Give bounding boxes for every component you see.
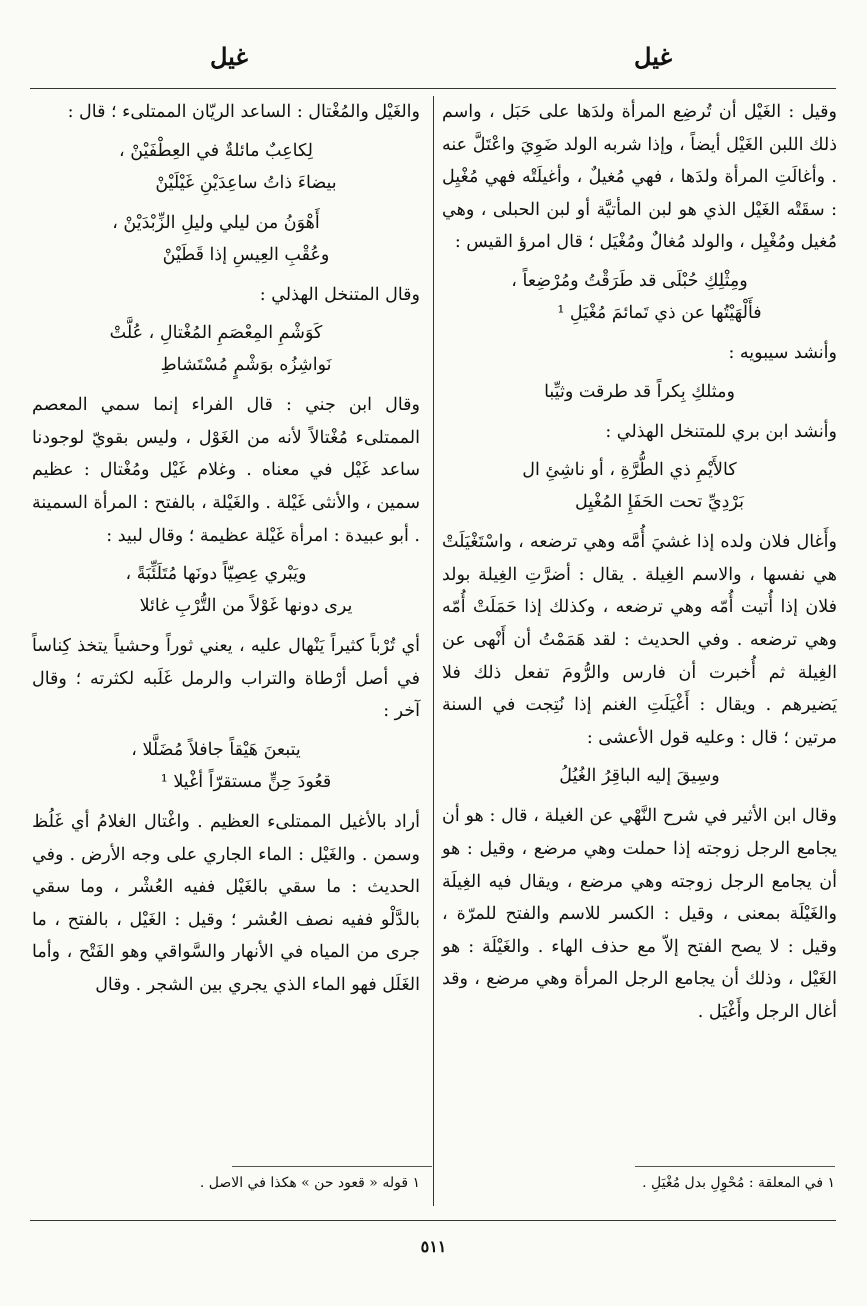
hemistich: كالأَيْمِ ذي الطُّرَّةِ ، أو ناشِئِ ال [522, 460, 737, 481]
footnote-rule-right [635, 1166, 835, 1167]
hemistich: ويَبْري عِصِيّاً دونَها مُتَلَئِّبَةً ، [125, 564, 307, 585]
header-rule [30, 88, 836, 89]
right-column [442, 96, 837, 1028]
verse [442, 376, 837, 408]
hemistich: أَهْوَنُ من ليلي وليلِ الزِّبْدَيْنْ ، [112, 212, 320, 233]
verse [442, 454, 837, 518]
left-headword: غيل [210, 42, 248, 71]
footnote-left: ١ قوله « قعود حن » هكذا في الاصل . [199, 1175, 420, 1191]
verse [32, 207, 420, 271]
hemistich: بَرْدِيِّ تحت الحَفَإِ المُغْيِل [574, 492, 745, 513]
paragraph: وأنشد سيبويه : [728, 342, 837, 363]
left-column [32, 96, 420, 1002]
verse [32, 734, 420, 798]
page-number: ٥١١ [420, 1237, 447, 1256]
right-headword: غيل [634, 42, 672, 71]
paragraph: وقال المتنخل الهذلي : [259, 284, 420, 305]
paragraph: أي تُرْباً كثيراً يَنْهال عليه ، يعني ثوراً وحشياً يتخذ كِناساً في أصل أرْطاة والتراب والرمل غَلَبه لكثرته ؛ وقال آخر : [32, 636, 420, 722]
paragraph: وأَغال فلان ولده إذا غشيَ أُمَّه وهي ترضعه ، واسْتَغْيَلَتْ هي نفسها ، والاسم الغِيلة . يقال : أضرَّتِ الغِيلة بولد فلان إذا أُتيت أُمّه وهي ترضعه ، وكذلك إذا حَمَلَتْ أُمّه وهي ترضعه . وفي الحديث : لقد هَمَمْتُ أن أَنْهى عن الغِيلة ثم أُخبرت أن فارس والرُّومَ تفعل ذلك فلا يَضيرهم . ويقال : أَغْيَلَتِ الغنم إذا نُتِجت في السنة مرتين ؛ قال : وعليه قول الأعشى : [442, 532, 837, 748]
column-divider [433, 96, 434, 1206]
verse [442, 265, 837, 329]
hemistich: يتبعنَ هَيْقاً جافلاً مُضَلَّلا ، [131, 739, 301, 760]
hemistich: وعُقْبِ العِيسِ إذا قَطَيْنْ [162, 244, 330, 265]
paragraph: أراد بالأغيل الممتلىء العظيم . واغْتال الغلامُ أي غَلُظ وسمن . والغَيْل : الماء الجاري على وجه الأرض . وفي الحديث : ما سقي بالغَيْل ففيه العُشْر ، وما سقي بالدَّلْو ففيه نصف العُشر ؛ وقيل : الغَيْل ، بالفتح ، ما جرى من المياه في الأنهار والسَّواقي وهو الفَتْح ، وأما الغَلَل فهو الماء الذي يجري بين الشجر . وقال [32, 811, 420, 995]
hemistich: وسِيقَ إليه الباقِرُ الغُيُلُ [559, 766, 720, 787]
footnote-right: ١ في المعلقة : مُحْوِلِ بدل مُغْيَلِ . [642, 1175, 835, 1191]
hemistich: فأَلْهَيْتُها عن ذي تَمائمَ مُغْيَلِ ¹ [557, 302, 762, 323]
hemistich: ومِثْلِكِ حُبْلَى قد طَرَقْتُ ومُرْضِعاً ، [511, 270, 748, 291]
paragraph: وقال ابن جني : قال الفراء إنما سمي المعصم الممتلىء مُغْتالاً لأنه من الغَوْل ، وليس بقويّ لوجودنا ساعد غَيْل في معناه . وغلام غَيْل ومُغْتال : عظيم سمين ، والأنثى غَيْلة . والغَيْلة ، بالفتح : المرأة السمينة . أبو عبيدة : امرأة غَيْلة عظيمة ؛ وقال لبيد : [32, 395, 420, 546]
verse [32, 135, 420, 199]
verse [32, 317, 420, 381]
hemistich: بيضاءَ ذاتُ ساعِدَيْنِ غَيْلَيْنْ [155, 172, 337, 193]
paragraph: وأنشد ابن بري للمتنخل الهذلي : [605, 421, 837, 442]
paragraph: والغَيْل والمُغْتال : الساعد الريّان الممتلىء ؛ قال : [67, 102, 420, 122]
hemistich: قعُودَ حِنٍّ مستقرّاً أغْيلا ¹ [160, 771, 332, 792]
paragraph: وقال ابن الأثير في شرح النَّهْي عن الغيلة ، قال : هو أن يجامع الرجل زوجته إذا حملت وهي مرضع ، وقيل : هو أن يجامع الرجل زوجته وهي مرضع ، ويقال فيه الغِيلَة والغَيْلَة بمعنى ، وقيل : الكسر للاسم والفتح للمرّة ، وقيل : لا يصح الفتح إلاّ مع حذف الهاء . والغَيْلَة : هو الغَيْل ، وذلك أن يجامع الرجل المرأة وهي مرضع ، وقد أغال الرجل وأَغْيَل . [442, 806, 837, 1022]
hemistich: كَوَشْمِ المِعْصَمِ المُغْتالِ ، عُلَّتْ [109, 323, 323, 344]
footer-rule [30, 1220, 836, 1221]
verse [442, 760, 837, 792]
hemistich: يرى دونها غَوْلاً من التُّرْبِ غائلا [139, 596, 353, 617]
hemistich: لِكاعِبٌ مائلةٌ في العِطْفَيْنْ ، [118, 140, 313, 161]
verse [32, 558, 420, 622]
hemistich: ومثلكِ بِكراً قد طرقت وثيِّبا [544, 381, 735, 402]
paragraph: وقيل : الغَيْل أن تُرضِع المرأة ولدَها على حَبَل ، واسم ذلك اللبن الغَيْل أيضاً ، وإذا شربه الولد ضَوِيَ واعْتَلَّ عنه . وأغالَتِ المرأة ولدَها ، فهي مُغيلٌ ، وأغيلَتْه فهي مُغْيِل : سقَتْه الغَيْل الذي هو لبن المأتيَّة أو لبن الحبلى ، وهي مُغيل ومُغْيِل ، والولد مُغالٌ ومُغْيَل ؛ قال امرؤ القيس : [442, 102, 837, 253]
hemistich: نَواشِزُه بوَشْمٍ مُسْتَشاطِ [160, 355, 332, 376]
footnote-rule-left [232, 1166, 432, 1167]
